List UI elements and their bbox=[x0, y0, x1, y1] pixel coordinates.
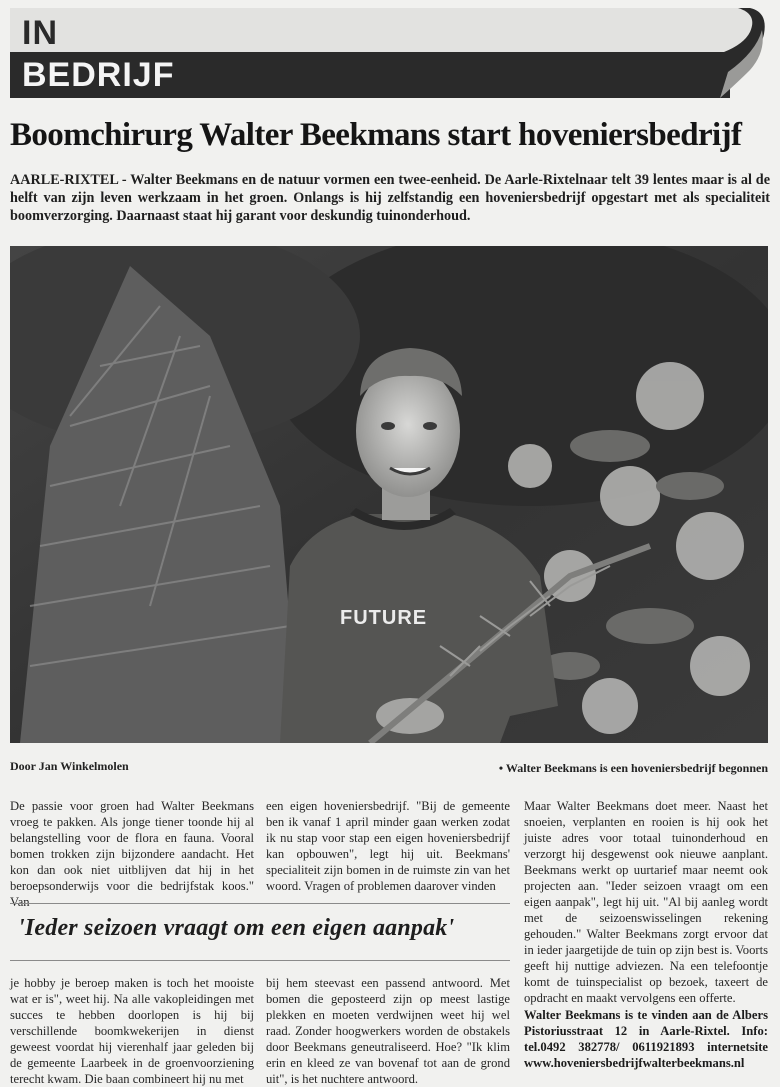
article-headline: Boomchirurg Walter Beekmans start hoveniersbedrijf bbox=[10, 117, 742, 153]
body-text: De passie voor groen had Walter Beekmans vroeg te pakken. Als jonge tiener toonde hij al belangstelling voor de flora en fauna. Vooral bomen trokken zijn bijzondere aandacht. Het kon dan ook niet uitblijven dat hij in het beroepsonderwijs voor die bedrijfstak koos." Van bbox=[10, 799, 254, 909]
page-curl-icon bbox=[698, 8, 768, 98]
body-column-5 bbox=[266, 975, 510, 1087]
article-byline: Door Jan Winkelmolen bbox=[10, 759, 129, 773]
body-text: je hobby je beroep maken is toch het mooiste wat er is", weet hij. Na alle vakopleidingen met succes te hebben doorlopen is hij bij verschillende boomkwekerijen in dienst geweest voordat hij vierenhalf jaar geleden bij de gemeente Laarbeek in de groenvoorziening terecht kwam. Die baan combineert hij nu met bbox=[10, 976, 254, 1086]
quote-rule-top bbox=[10, 903, 510, 904]
pull-quote: 'Ieder seizoen vraagt om een eigen aanpak' bbox=[18, 915, 455, 941]
body-text: Maar Walter Beekmans doet meer. Naast het snoeien, verplanten en rooien is hij ook het juiste adres voor totaal tuinonderhoud en verzorgt hij desgewenst ook nieuwe aanplant. Beekmans werkt op uurtarief maar neemt ook projecten aan. "Ieder seizoen vraagt om een eigen aanpak", legt hij uit. "Al bij aanleg wordt met de seizoenswisselingen rekening gehouden." Walter Beekmans zorgt ervoor dat in ieder jaargetijde de tuin op zijn best is. Voorts geeft hij nuttige adviezen. Na een telefoontje komt de tuinspecialist op bezoek, taxeert de opdracht en maakt vervolgens een offerte. bbox=[524, 799, 768, 1005]
body-text: bij hem steevast een passend antwoord. Met bomen die geposteerd zijn op meest lastige plekken en moeten verdwijnen weet hij wel raad. Zonder hoogwerkers worden de obstakels door Beekmans geneutraliseerd. Hoe? "Ik klim erin en kleed ze van bovenaf tot aan de grond uit", is het nuchtere antwoord. bbox=[266, 976, 510, 1086]
body-column-4 bbox=[10, 975, 254, 1087]
article-photo bbox=[10, 246, 768, 743]
section-label-top: IN bbox=[22, 14, 58, 52]
section-label-bottom: BEDRIJF bbox=[22, 56, 175, 94]
banner-top-band bbox=[10, 8, 750, 52]
section-banner bbox=[10, 8, 768, 98]
contact-text: Walter Beekmans is te vinden aan de Albers Pistoriusstraat 12 in Aarle-Rixtel. Info: tel.0492 382778/ 0611921893 internetsite www.hoveniersbedrijfwalterbeekmans.nl bbox=[524, 1008, 768, 1070]
body-text: een eigen hoveniersbedrijf. "Bij de gemeente ben ik vanaf 1 april minder gaan werken zodat ik nu stap voor stap een eigen hoveniersbedrijf kan opbouwen", legt hij uit. Beekmans' specialiteit zijn bomen in de ruimste zin van het woord. Vragen of problemen daarover vinden bbox=[266, 799, 510, 893]
quote-rule-bottom bbox=[10, 960, 510, 961]
body-column-1 bbox=[10, 798, 254, 910]
photo-illustration bbox=[10, 246, 768, 743]
shirt-print: FUTURE bbox=[340, 607, 428, 629]
body-column-2 bbox=[266, 798, 510, 894]
article-intro: AARLE-RIXTEL - Walter Beekmans en de natuur vormen een twee-eenheid. De Aarle-Rixtelnaar telt 39 lentes maar is al de helft van zijn leven werkzaam in het groen. Onlangs is hij zelfstandig een hoveniersbedrijf opgestart met als specialiteit boomverzorging. Daarnaast staat hij garant voor deskundig tuinonderhoud. bbox=[10, 172, 770, 224]
body-column-3 bbox=[524, 798, 768, 1006]
photo-caption: • Walter Beekmans is een hoveniersbedrijf begonnen bbox=[498, 761, 768, 775]
contact-info bbox=[524, 1007, 768, 1071]
